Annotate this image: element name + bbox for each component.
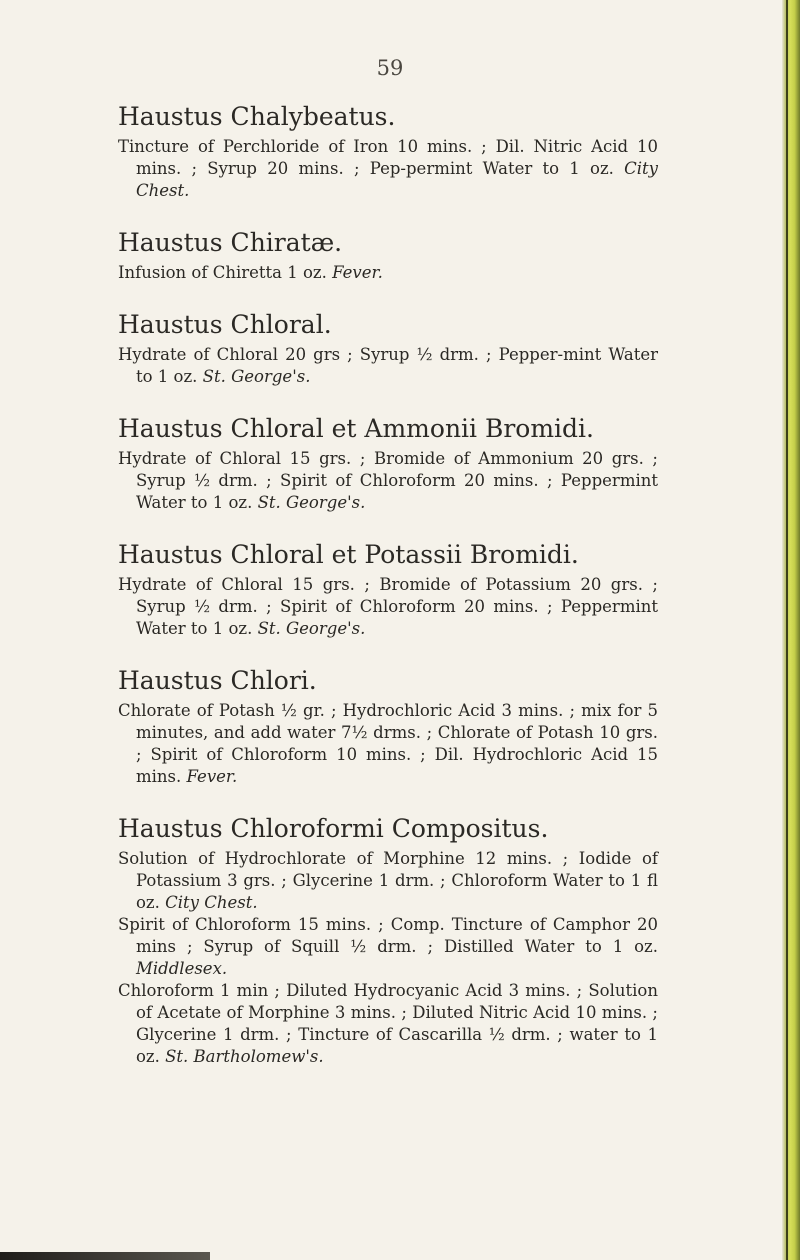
page-number: 59 — [376, 56, 404, 80]
paragraph-text: Spirit of Chloroform 15 mins. ; Comp. Tincture of Camphor 20 mins ; Syrup of Squill ½ drm. ; Distilled Water to 1 oz. — [118, 915, 658, 956]
entry-title: Haustus Chloral et Ammonii Bromidi. — [118, 414, 595, 443]
entry-haustus-chiratae — [118, 226, 658, 284]
entry-haustus-chlori — [118, 664, 658, 788]
entry-title: Haustus Chiratæ. — [118, 228, 343, 257]
paragraph-text: Chloroform 1 min ; Diluted Hydrocyanic Acid 3 mins. ; Solution of Acetate of Morphine 3 mins. ; Diluted Nitric Acid 10 mins. ; Glycerine 1 drm. ; Tincture of Cascarilla ½ drm. ; water to 1 oz. — [118, 981, 658, 1066]
entry-paragraph — [118, 914, 658, 980]
source-label: St. George's. — [257, 493, 366, 512]
source-label: Fever. — [186, 767, 238, 786]
formulary-content — [118, 100, 658, 1092]
entry-title: Haustus Chloroformi Compositus. — [118, 814, 549, 843]
entry-paragraph — [118, 848, 658, 914]
entry-paragraph — [118, 262, 658, 284]
paragraph-text: Tincture of Perchloride of Iron 10 mins. ; Dil. Nitric Acid 10 mins. ; Syrup 20 mins. ; Pep-permint Water to 1 oz. — [118, 137, 658, 178]
bottom-shadow-rule — [0, 1252, 210, 1260]
source-label: City Chest. — [165, 893, 258, 912]
book-edge-binding — [782, 0, 800, 1260]
source-label: City Chest. — [136, 159, 658, 200]
source-label: St. George's. — [202, 367, 311, 386]
source-label: Fever. — [332, 263, 383, 282]
entry-paragraph — [118, 980, 658, 1068]
entry-paragraph — [118, 344, 658, 388]
entry-paragraph — [118, 700, 658, 788]
paragraph-text: Solution of Hydrochlorate of Morphine 12 mins. ; Iodide of Potassium 3 grs. ; Glycerine 1 drm. ; Chloroform Water to 1 fl oz. — [118, 849, 658, 912]
entry-haustus-chloroformi-compositus — [118, 812, 658, 1068]
book-edge-line — [786, 0, 788, 1260]
entry-haustus-chloral-ammonii-bromidi — [118, 412, 658, 514]
entry-title: Haustus Chloral. — [118, 310, 332, 339]
paragraph-text: Chlorate of Potash ½ gr. ; Hydrochloric Acid 3 mins. ; mix for 5 minutes, and add water 7½ drms. ; Chlorate of Potash 10 grs. ; Spirit of Chloroform 10 mins. ; Dil. Hydrochloric Acid 15 mins. — [118, 701, 658, 786]
source-label: Middlesex. — [136, 959, 228, 978]
paragraph-text: Hydrate of Chloral 15 grs. ; Bromide of Potassium 20 grs. ; Syrup ½ drm. ; Spirit of Chloroform 20 mins. ; Peppermint Water to 1 oz. — [118, 575, 658, 638]
paragraph-text: Infusion of Chiretta 1 oz. — [118, 263, 333, 282]
entry-haustus-chloral — [118, 308, 658, 388]
source-label: St. Bartholomew's. — [165, 1047, 324, 1066]
entry-title: Haustus Chalybeatus. — [118, 102, 396, 131]
source-label: St. George's. — [257, 619, 366, 638]
paragraph-text: Hydrate of Chloral 20 grs ; Syrup ½ drm. ; Pepper-mint Water to 1 oz. — [118, 345, 658, 386]
entry-title: Haustus Chlori. — [118, 666, 317, 695]
entry-paragraph — [118, 136, 658, 202]
entry-title: Haustus Chloral et Potassii Bromidi. — [118, 540, 579, 569]
entry-haustus-chalybeatus — [118, 100, 658, 202]
entry-paragraph — [118, 574, 658, 640]
entry-haustus-chloral-potassii-bromidi — [118, 538, 658, 640]
entry-paragraph — [118, 448, 658, 514]
paragraph-text: Hydrate of Chloral 15 grs. ; Bromide of Ammonium 20 grs. ; Syrup ½ drm. ; Spirit of Chloroform 20 mins. ; Peppermint Water to 1 oz. — [118, 449, 658, 512]
